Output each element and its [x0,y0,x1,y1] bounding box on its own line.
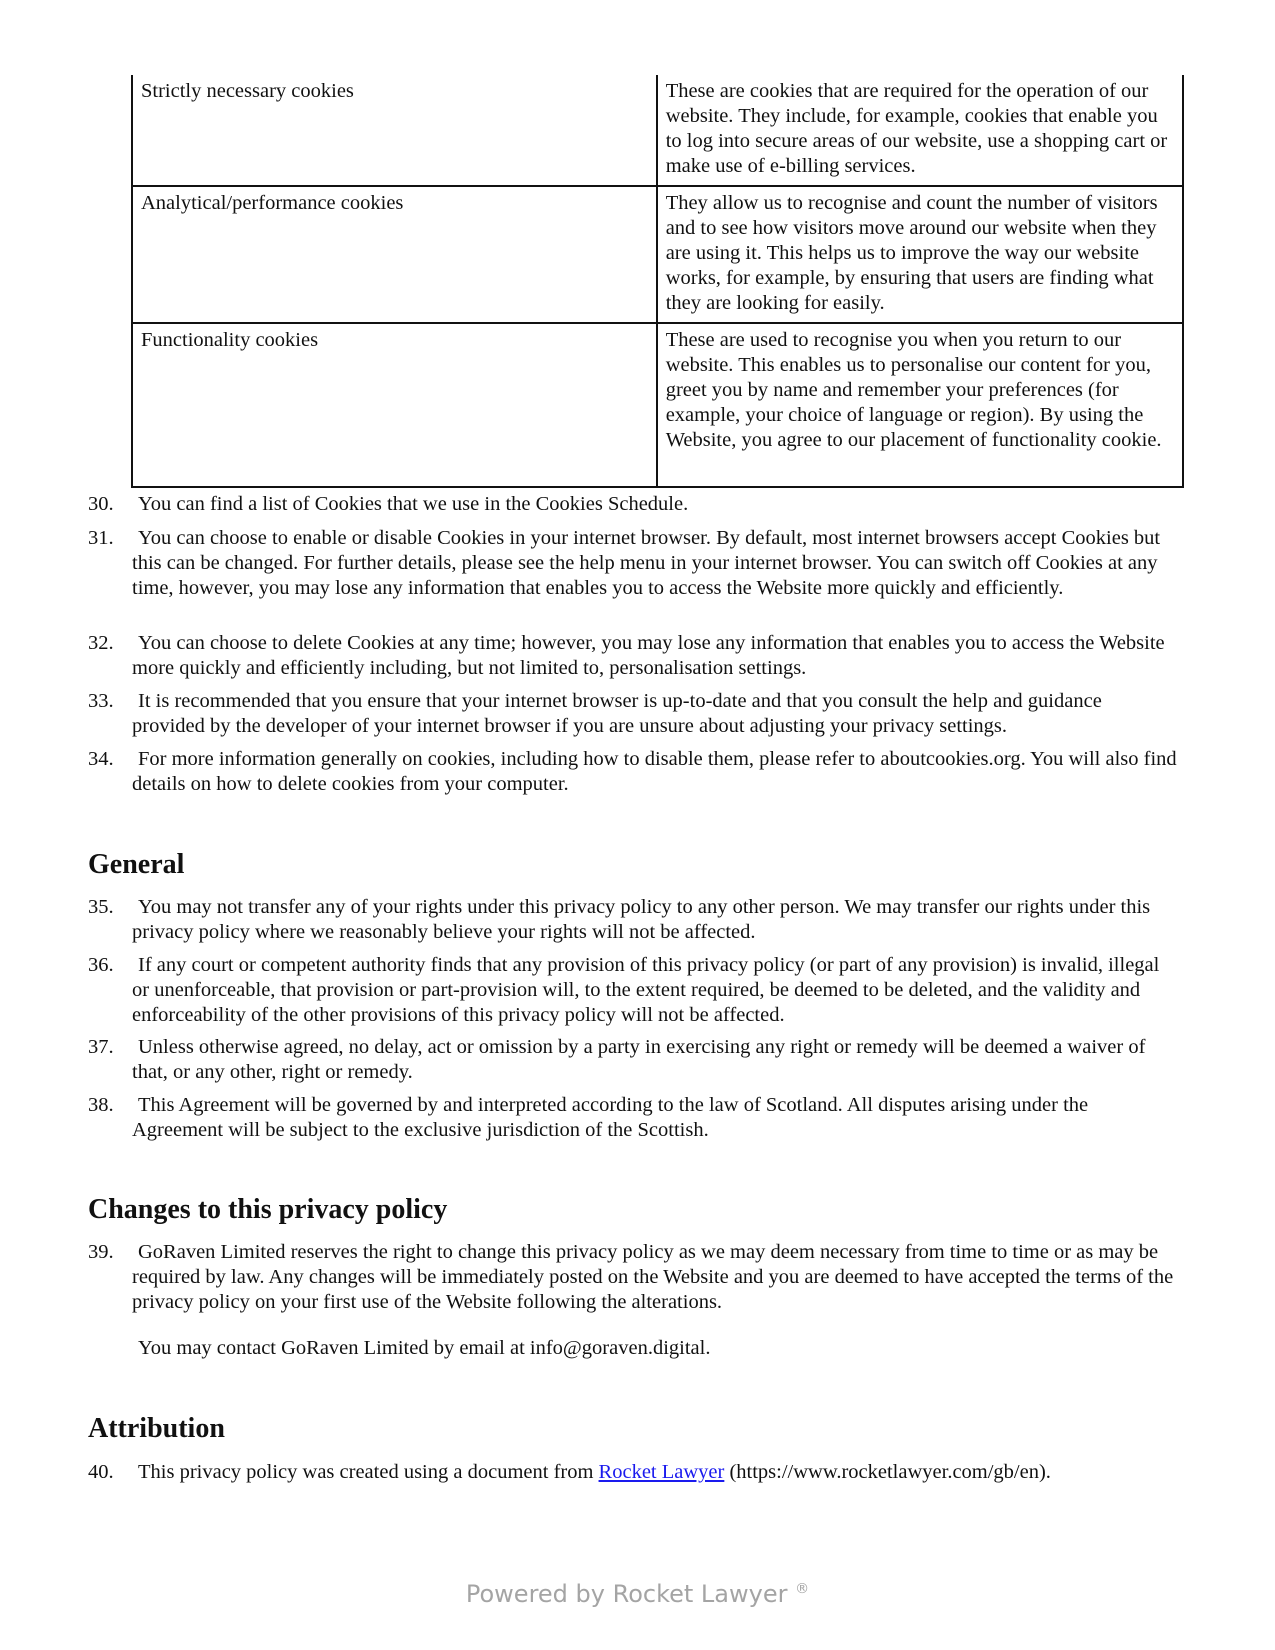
clause-31 [88,526,1178,601]
section-heading-changes: Changes to this privacy policy [88,1194,448,1225]
clause-text: It is recommended that you ensure that your internet browser is up-to-date and that you consult the help and guidance provided by the developer of your internet browser if you are unsure about adjusting your privacy settings. [132,690,1102,737]
clause-text: Unless otherwise agreed, no delay, act or omission by a party in exercising any right or remedy will be deemed a waiver of that, or any other, right or remedy. [132,1036,1146,1083]
clause-38 [88,1093,1178,1143]
clause-number: 31. [88,527,114,549]
clause-30 [88,492,1178,517]
clause-number: 38. [88,1094,114,1116]
cookie-types-table [131,75,1184,488]
clause-number: 32. [88,632,114,654]
cookie-type-name: Strictly necessary cookies [132,75,657,186]
contact-email-line: You may contact GoRaven Limited by email at info@goraven.digital. [138,1337,711,1359]
attribution-text-before: This privacy policy was created using a document from [138,1461,599,1483]
registered-mark: ® [795,1581,810,1597]
clause-number: 39. [88,1241,114,1263]
clause-text: For more information generally on cookies, including how to disable them, please refer to aboutcookies.org. You will also find details on how to delete cookies from your computer. [132,748,1177,795]
clause-number: 36. [88,954,114,976]
cookie-type-description: These are used to recognise you when you return to our website. This enables us to personalise our content for you, greet you by name and remember your preferences (for example, your choice of language or region). By using the Website, you agree to our placement of functionality cookie. [657,323,1183,487]
clause-text: You can choose to enable or disable Cookies in your internet browser. By default, most internet browsers accept Cookies but this can be changed. For further details, please see the help menu in your internet browser. You can switch off Cookies at any time, however, you may lose any information that enables you to access the Website more quickly and efficiently. [132,527,1161,599]
table-row [132,323,1183,487]
clause-number: 34. [88,748,114,770]
section-heading-general: General [88,849,185,880]
clause-number: 37. [88,1036,114,1058]
clause-34 [88,747,1178,797]
clause-text: You can find a list of Cookies that we use in the Cookies Schedule. [138,493,689,515]
clause-text: GoRaven Limited reserves the right to change this privacy policy as we may deem necessary from time to time or as may be required by law. Any changes will be immediately posted on the Website and you are deemed to have accepted the terms of the privacy policy on your first use of the Website following the alterations. [132,1241,1174,1313]
clause-32 [88,631,1178,681]
clause-number: 33. [88,690,114,712]
clause-35 [88,895,1178,945]
clause-text: You can choose to delete Cookies at any time; however, you may lose any information that enables you to access the Website more quickly and efficiently including, but not limited to, personalisation settings. [132,632,1165,679]
footer-text: Powered by Rocket Lawyer [465,1580,788,1608]
clause-number: 30. [88,493,114,515]
clause-33 [88,689,1178,739]
clause-text [88,1460,1178,1485]
cookie-type-name: Functionality cookies [132,323,657,487]
clause-40 [88,1460,1178,1485]
clause-text: This Agreement will be governed by and interpreted according to the law of Scotland. All disputes arising under the Agreement will be subject to the exclusive jurisdiction of the Scottish. [132,1094,1089,1141]
rocket-lawyer-link[interactable]: Rocket Lawyer [598,1461,725,1483]
cookie-type-name: Analytical/performance cookies [132,186,657,323]
table-row [132,75,1183,186]
powered-by-footer [0,1580,1275,1608]
section-heading-attribution: Attribution [88,1413,225,1444]
clause-text: You may not transfer any of your rights under this privacy policy to any other person. We may transfer our rights under this privacy policy where we reasonably believe your rights will not be affected. [132,896,1151,943]
cookie-type-description: They allow us to recognise and count the number of visitors and to see how visitors move around our website when they are using it. This helps us to improve the way our website works, for example, by ensuring that users are finding what they are looking for easily. [657,186,1183,323]
clause-39 [88,1240,1178,1315]
cookie-type-description: These are cookies that are required for the operation of our website. They include, for example, cookies that enable you to log into secure areas of our website, use a shopping cart or make use of e-billing services. [657,75,1183,186]
clause-number: 40. [88,1461,114,1483]
clause-number: 35. [88,896,114,918]
attribution-text-after: (https://www.rocketlawyer.com/gb/en). [724,1461,1051,1483]
clause-text: If any court or competent authority finds that any provision of this privacy policy (or part of any provision) is invalid, illegal or unenforceable, that provision or part-provision will, to the extent required, be deemed to be deleted, and the validity and enforceability of the other provisions of this privacy policy will not be affected. [132,954,1160,1026]
clause-36 [88,953,1178,1028]
table-row [132,186,1183,323]
clause-37 [88,1035,1178,1085]
